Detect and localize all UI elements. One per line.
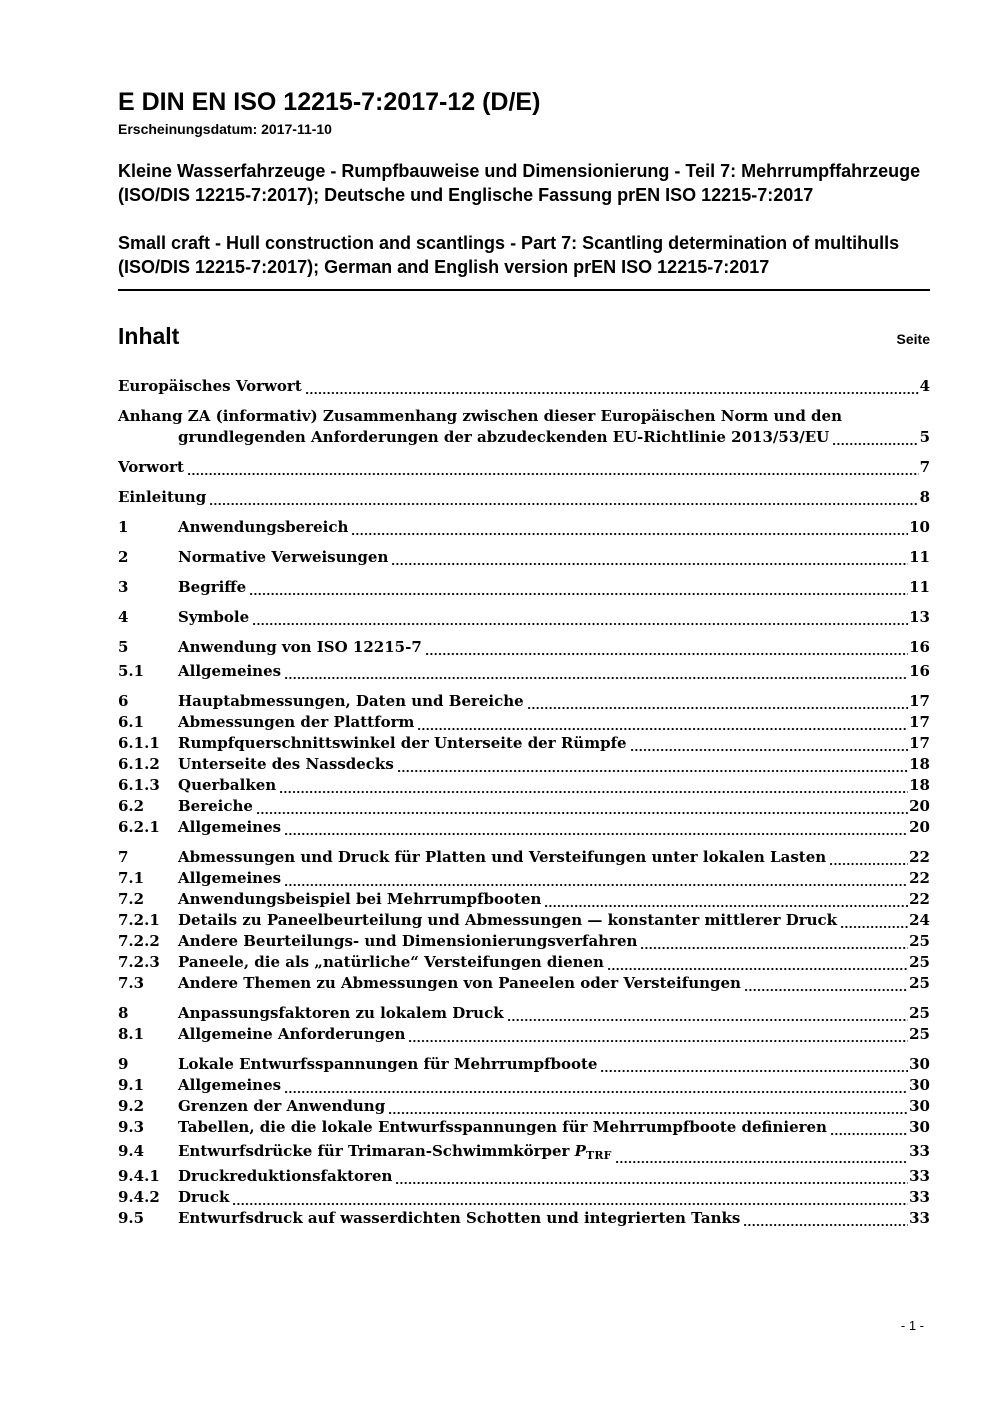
toc-entry xyxy=(118,1096,930,1117)
toc-entry xyxy=(118,1003,930,1024)
dot-leader xyxy=(250,577,908,598)
toc-entry-page: 25 xyxy=(909,953,930,971)
toc-entry xyxy=(118,817,930,838)
toc-entry-label xyxy=(178,1075,281,1096)
toc-entry-number: 7.2.3 xyxy=(118,953,160,971)
toc-entry-number: 9.2 xyxy=(118,1097,145,1115)
toc-entry xyxy=(118,691,930,712)
header-divider xyxy=(118,289,930,291)
toc-entry-page: 25 xyxy=(909,932,930,950)
toc-entry-label-text: Tabellen, die die lokale Entwurfsspannungen für Mehrrumpfboote definieren xyxy=(178,1118,827,1136)
toc-entry-label xyxy=(178,847,826,868)
toc-entry-number: 8.1 xyxy=(118,1025,145,1043)
toc-entry-label-text: Andere Beurteilungs- und Dimensionierungsverfahren xyxy=(178,932,638,950)
toc-entry-label xyxy=(178,607,249,628)
toc-entry-label-text: Abmessungen der Plattform xyxy=(178,713,415,731)
toc-entry xyxy=(118,1187,930,1208)
toc-entry-number: 9.4 xyxy=(118,1142,145,1160)
toc-entry xyxy=(118,457,930,478)
toc-entry-label-text: Allgemeines xyxy=(178,818,282,836)
toc-entry-label-text: Anpassungsfaktoren zu lokalem Druck xyxy=(178,1004,504,1022)
toc-entry xyxy=(118,637,930,658)
toc-page-column-label: Seite xyxy=(896,331,930,347)
toc-entry-label xyxy=(178,1024,405,1045)
toc-entry-number: 9.5 xyxy=(118,1209,145,1227)
toc-entry xyxy=(118,577,930,598)
toc-entry-page: 16 xyxy=(909,662,930,680)
toc-entry-label-text: Begriffe xyxy=(178,578,247,596)
dot-leader xyxy=(398,754,908,775)
toc-entry xyxy=(118,796,930,817)
toc-entry-label xyxy=(178,517,348,538)
dot-leader xyxy=(418,712,908,733)
toc-entry-number: 1 xyxy=(118,518,129,536)
dot-leader xyxy=(744,1208,908,1229)
toc-entry-label xyxy=(178,427,829,448)
dot-leader xyxy=(426,637,908,658)
dot-leader xyxy=(210,487,918,508)
toc-entry-label xyxy=(178,889,541,910)
toc-entry xyxy=(118,376,930,397)
toc-entry-page: 8 xyxy=(919,488,930,506)
toc-entry-label xyxy=(178,931,637,952)
toc-entry-page: 33 xyxy=(909,1167,930,1185)
dot-leader xyxy=(601,1054,908,1075)
dot-leader xyxy=(285,661,908,682)
toc-entry-label-text: Rumpfquerschnittswinkel der Unterseite der Rümpfe xyxy=(178,734,627,752)
toc-entry-page: 30 xyxy=(909,1118,930,1136)
toc-entry-page: 10 xyxy=(909,518,930,536)
toc-entry-page: 17 xyxy=(909,734,930,752)
toc-entry-label-text: Anwendungsbereich xyxy=(178,518,349,536)
toc-entry xyxy=(118,487,930,508)
toc-entry-label-text: Paneele, die als „natürliche“ Versteifungen dienen xyxy=(178,953,604,971)
dot-leader xyxy=(831,1117,908,1138)
toc-entry-label xyxy=(178,775,276,796)
toc-entry-page: 33 xyxy=(909,1188,930,1206)
toc-entry xyxy=(118,952,930,973)
title-english: Small craft - Hull construction and scantlings - Part 7: Scantling determination of multihulls (ISO/DIS 12215-7:2017); German and English version prEN ISO 12215-7:2017 xyxy=(118,233,900,277)
toc-entry-label xyxy=(178,817,281,838)
toc-header xyxy=(118,323,930,350)
dot-leader xyxy=(841,910,908,931)
toc-entry-number: 4 xyxy=(118,608,129,626)
toc-symbol xyxy=(575,1142,612,1160)
title-german: Kleine Wasserfahrzeuge - Rumpfbauweise und Dimensionierung - Teil 7: Mehrrumpffahrzeuge (ISO/DIS 12215-7:2017); Deutsche und Englische Fassung prEN ISO 12215-7:2017 xyxy=(118,161,921,205)
toc-entry-page: 20 xyxy=(909,797,930,815)
dot-leader xyxy=(833,427,918,448)
toc-entry-number: 9.3 xyxy=(118,1118,145,1136)
toc-heading: Inhalt xyxy=(118,323,180,349)
toc-entry-label-text: Allgemeine Anforderungen xyxy=(178,1025,406,1043)
toc-entry-page: 33 xyxy=(909,1209,930,1227)
toc-entry-label xyxy=(178,661,281,682)
toc-entry xyxy=(118,406,930,427)
toc-entry-label-text: Details zu Paneelbeurteilung und Abmessungen — konstanter mittlerer Druck xyxy=(178,911,838,929)
dot-leader xyxy=(641,931,908,952)
toc-entry-label xyxy=(178,1096,385,1117)
toc-entry-number: 6.1.2 xyxy=(118,755,160,773)
toc-entry-number: 7 xyxy=(118,848,129,866)
toc-entry-label-text: Einleitung xyxy=(118,488,207,506)
toc-entry-label xyxy=(118,406,842,427)
toc-entry-label xyxy=(178,1208,740,1229)
toc-entry-number: 6.2.1 xyxy=(118,818,160,836)
toc-entry-label xyxy=(178,1117,827,1138)
toc-entry xyxy=(118,973,930,994)
toc-entry-page: 20 xyxy=(909,818,930,836)
toc-entry-page: 4 xyxy=(919,377,930,395)
dot-leader xyxy=(306,376,919,397)
toc-entry-page: 30 xyxy=(909,1055,930,1073)
toc-entry-label-text: Hauptabmessungen, Daten und Bereiche xyxy=(178,692,524,710)
toc-entry-label-text: Vorwort xyxy=(118,458,184,476)
document-title: E DIN EN ISO 12215-7:2017-12 (D/E) xyxy=(118,88,541,116)
toc-entry-label-text: Querbalken xyxy=(178,776,277,794)
toc-entry xyxy=(118,868,930,889)
page-number: - 1 - xyxy=(900,1318,924,1333)
toc-entry xyxy=(118,1024,930,1045)
toc-entry-page: 17 xyxy=(909,692,930,710)
dot-leader xyxy=(392,547,908,568)
toc-entry xyxy=(118,1141,930,1166)
toc-entry-label-text: Anhang ZA (informativ) Zusammenhang zwischen dieser Europäischen Norm und den xyxy=(118,407,842,425)
toc-entry xyxy=(118,1208,930,1229)
toc-entry-page: 24 xyxy=(909,911,930,929)
toc-entry-page: 17 xyxy=(909,713,930,731)
toc-entry-number: 5.1 xyxy=(118,662,145,680)
toc-entry xyxy=(118,547,930,568)
toc-entry-label-text: Europäisches Vorwort xyxy=(118,377,302,395)
toc-entry-number: 2 xyxy=(118,548,129,566)
toc-entry-page: 22 xyxy=(909,869,930,887)
toc-entry-label-text: Allgemeines xyxy=(178,662,282,680)
toc-entry-label-text: grundlegenden Anforderungen der abzudeckenden EU-Richtlinie 2013/53/EU xyxy=(178,428,830,446)
dot-leader xyxy=(830,847,908,868)
toc-entry-label-text: Allgemeines xyxy=(178,869,282,887)
toc-entry-number: 9.4.1 xyxy=(118,1167,160,1185)
toc-entry-label xyxy=(178,547,388,568)
toc-entry-page: 25 xyxy=(909,974,930,992)
toc-entry-page: 11 xyxy=(909,578,930,596)
toc-entry-label xyxy=(178,691,524,712)
toc-entry-label xyxy=(118,487,206,508)
toc-entry-page: 18 xyxy=(909,776,930,794)
toc-entry-label-text: Bereiche xyxy=(178,797,253,815)
toc-entry xyxy=(118,1117,930,1138)
toc-entry-page: 22 xyxy=(909,848,930,866)
toc-entry-page: 7 xyxy=(919,458,930,476)
toc-entry xyxy=(118,607,930,628)
dot-leader xyxy=(608,952,908,973)
toc-entry-number: 3 xyxy=(118,578,129,596)
dot-leader xyxy=(389,1096,908,1117)
toc-entry-continuation xyxy=(118,427,930,448)
toc-entry-number: 7.2 xyxy=(118,890,145,908)
toc-entry-label-text: Lokale Entwurfsspannungen für Mehrrumpfboote xyxy=(178,1055,598,1073)
dot-leader xyxy=(253,607,908,628)
toc-entry-label-text: Entwurfsdruck auf wasserdichten Schotten und integrierten Tanks xyxy=(178,1209,741,1227)
toc-entry-label xyxy=(178,712,414,733)
toc-entry-label xyxy=(178,1141,612,1166)
toc-entry-label-text: Druck xyxy=(178,1188,230,1206)
toc-entry-page: 33 xyxy=(909,1142,930,1160)
toc-entry xyxy=(118,775,930,796)
dot-leader xyxy=(396,1166,908,1187)
dot-leader xyxy=(508,1003,909,1024)
toc-entry-label xyxy=(178,796,253,817)
symbol-subscript: TRF xyxy=(585,1149,612,1162)
toc-entry-label xyxy=(178,577,246,598)
toc-entry-label xyxy=(178,1187,229,1208)
toc-entry-label xyxy=(178,754,394,775)
dot-leader xyxy=(285,868,908,889)
toc-entry-label-text: Symbole xyxy=(178,608,250,626)
dot-leader xyxy=(545,889,908,910)
publication-date: Erscheinungsdatum: 2017-11-10 xyxy=(118,121,332,137)
toc-entry-label xyxy=(178,1166,392,1187)
toc-entry-page: 16 xyxy=(909,638,930,656)
dot-leader xyxy=(528,691,908,712)
dot-leader xyxy=(352,517,908,538)
toc-entry-number: 7.3 xyxy=(118,974,145,992)
dot-leader xyxy=(257,796,908,817)
toc-entry-number: 6.2 xyxy=(118,797,145,815)
toc-entry xyxy=(118,712,930,733)
toc-entry-label-text: Normative Verweisungen xyxy=(178,548,389,566)
dot-leader xyxy=(280,775,908,796)
toc-entry-number: 9.1 xyxy=(118,1076,145,1094)
toc-entry-number: 6.1 xyxy=(118,713,145,731)
toc-entry-page: 11 xyxy=(909,548,930,566)
dot-leader xyxy=(745,973,908,994)
toc-entry-label xyxy=(118,376,302,397)
dot-leader xyxy=(285,817,908,838)
toc-entry-label xyxy=(178,1003,504,1024)
toc-entry-number: 7.1 xyxy=(118,869,145,887)
toc-entry-label xyxy=(178,1054,597,1075)
toc-entry-page: 30 xyxy=(909,1076,930,1094)
toc-entry xyxy=(118,889,930,910)
toc-entry-label xyxy=(118,457,184,478)
toc-entry-label-text: Anwendung von ISO 12215-7 xyxy=(178,638,422,656)
toc-entry-number: 9.4.2 xyxy=(118,1188,160,1206)
toc-entry-number: 6.1.3 xyxy=(118,776,160,794)
toc-entry-number: 7.2.2 xyxy=(118,932,160,950)
toc-entry xyxy=(118,754,930,775)
toc-entry-page: 5 xyxy=(919,428,930,446)
toc-entry xyxy=(118,1054,930,1075)
toc-entry-number: 7.2.1 xyxy=(118,911,160,929)
toc-entry-label-text: Andere Themen zu Abmessungen von Paneelen oder Versteifungen xyxy=(178,974,741,992)
dot-leader xyxy=(233,1187,908,1208)
toc-entry-label-text: Abmessungen und Druck für Platten und Versteifungen unter lokalen Lasten xyxy=(178,848,827,866)
dot-leader xyxy=(188,457,919,478)
toc-entry xyxy=(118,931,930,952)
symbol-base: P xyxy=(574,1142,586,1160)
toc-entry-page: 25 xyxy=(909,1004,930,1022)
toc-entry xyxy=(118,1075,930,1096)
dot-leader xyxy=(616,1141,908,1166)
dot-leader xyxy=(409,1024,908,1045)
toc-entry-label-text: Druckreduktionsfaktoren xyxy=(178,1167,393,1185)
toc-entry xyxy=(118,910,930,931)
toc-list xyxy=(118,376,930,1229)
toc-entry-label-text: Unterseite des Nassdecks xyxy=(178,755,394,773)
toc-entry-page: 25 xyxy=(909,1025,930,1043)
toc-entry-label xyxy=(178,910,837,931)
toc-entry-page: 30 xyxy=(909,1097,930,1115)
toc-entry-label-text: Allgemeines xyxy=(178,1076,282,1094)
toc-entry-label-text: Entwurfsdrücke für Trimaran-Schwimmkörper xyxy=(178,1142,575,1160)
toc-entry-label xyxy=(178,733,627,754)
toc-entry-label-text: Anwendungsbeispiel bei Mehrrumpfbooten xyxy=(178,890,542,908)
toc-entry xyxy=(118,733,930,754)
dot-leader xyxy=(285,1075,908,1096)
toc-entry xyxy=(118,661,930,682)
toc-entry-label xyxy=(178,973,741,994)
toc-entry-number: 9 xyxy=(118,1055,129,1073)
toc-entry-page: 22 xyxy=(909,890,930,908)
toc-entry-number: 6.1.1 xyxy=(118,734,160,752)
toc-entry-label xyxy=(178,637,422,658)
toc-entry-page: 13 xyxy=(909,608,930,626)
toc-entry xyxy=(118,1166,930,1187)
toc-entry-page: 18 xyxy=(909,755,930,773)
toc-entry-number: 6 xyxy=(118,692,129,710)
toc-entry-label-text: Grenzen der Anwendung xyxy=(178,1097,386,1115)
dot-leader xyxy=(631,733,909,754)
toc-entry xyxy=(118,517,930,538)
toc-entry-number: 8 xyxy=(118,1004,129,1022)
toc-entry xyxy=(118,847,930,868)
toc-entry-number: 5 xyxy=(118,638,129,656)
toc-entry-label xyxy=(178,952,604,973)
toc-entry-label xyxy=(178,868,281,889)
